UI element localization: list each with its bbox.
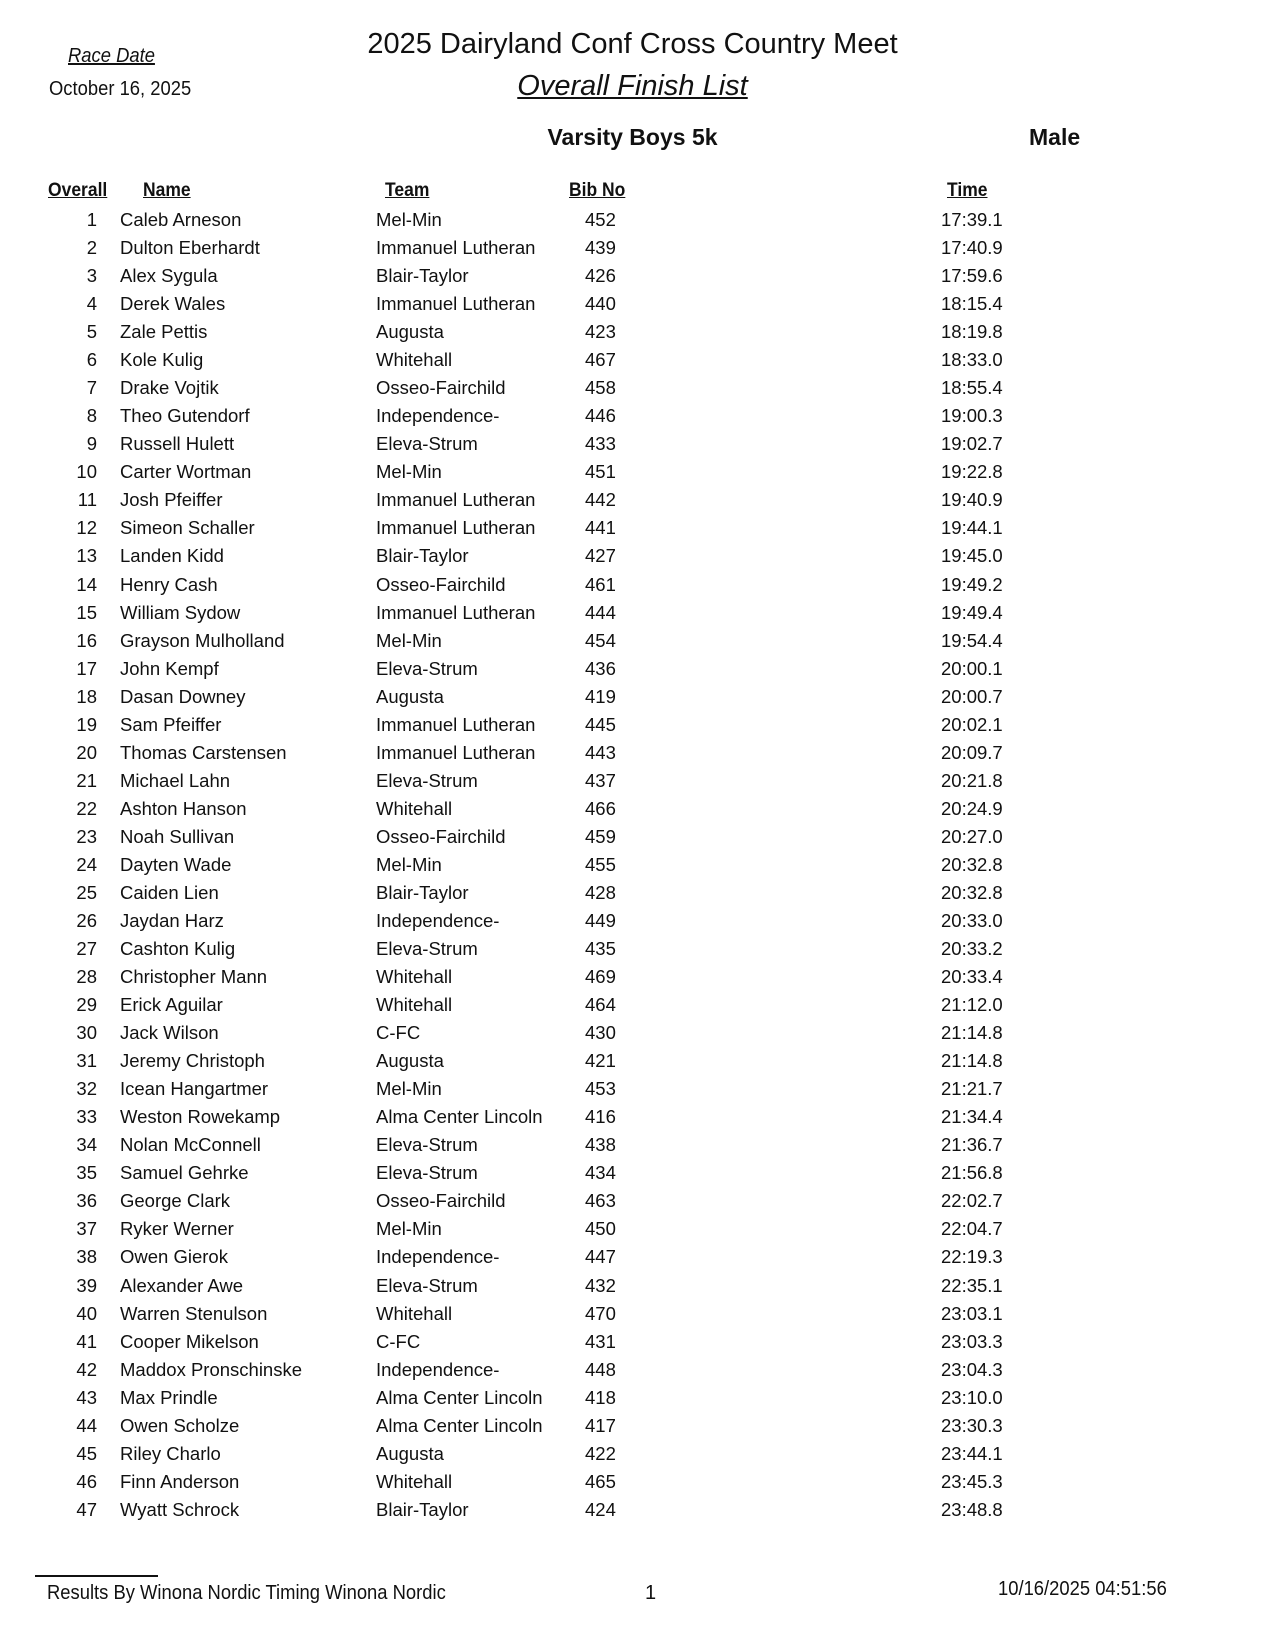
finish-time: 21:36.7 [941,1134,1003,1156]
team-name: Mel-Min [376,629,442,651]
finish-time: 20:24.9 [941,797,1003,819]
overall-place: 1 [86,209,97,230]
table-row [0,1275,1265,1303]
runner-name: Finn Anderson [120,1470,240,1492]
table-row [0,1162,1265,1190]
finish-time: 19:00.3 [941,405,1003,427]
table-row [0,517,1265,545]
finish-time: 21:21.7 [941,1078,1003,1100]
team-name: Mel-Min [376,209,442,230]
runner-name: Zale Pettis [120,321,208,343]
team-name: Eleva-Strum [376,938,478,960]
runner-name: Michael Lahn [120,769,231,791]
runner-name: Josh Pfeiffer [120,489,223,511]
table-row [0,658,1265,686]
overall-place: 38 [76,1246,97,1268]
finish-time: 18:19.8 [941,321,1003,343]
footer-credit: Results By Winona Nordic Timing Winona Nordic [47,1582,446,1604]
runner-name: Ryker Werner [120,1218,234,1240]
bib-number: 453 [585,1078,616,1100]
bib-number: 437 [585,769,616,791]
column-header-time: Time [947,180,988,201]
team-name: Independence- [376,1358,500,1380]
table-row [0,1190,1265,1218]
race-date: October 16, 2025 [49,78,192,100]
column-header-name: Name [143,180,191,201]
table-row [0,742,1265,770]
finish-time: 23:45.3 [941,1470,1003,1492]
overall-place: 34 [76,1134,97,1156]
team-name: Immanuel Lutheran [376,713,536,735]
team-name: Whitehall [376,966,453,988]
table-row [0,1246,1265,1274]
runner-name: Owen Gierok [120,1246,228,1268]
finish-time: 21:34.4 [941,1106,1003,1128]
finish-time: 22:35.1 [941,1274,1003,1296]
finish-time: 18:15.4 [941,293,1003,315]
table-row [0,433,1265,461]
runner-name: William Sydow [120,601,241,623]
overall-place: 16 [76,629,97,651]
table-row [0,854,1265,882]
bib-number: 448 [585,1358,616,1380]
bib-number: 452 [585,209,616,230]
table-row [0,1106,1265,1134]
bib-number: 428 [585,881,616,903]
overall-place: 35 [76,1162,97,1184]
runner-name: Owen Scholze [120,1414,240,1436]
team-name: Alma Center Lincoln [376,1386,543,1408]
bib-number: 421 [585,1050,616,1072]
bib-number: 427 [585,545,616,567]
team-name: Blair-Taylor [376,545,469,567]
runner-name: Caiden Lien [120,881,219,903]
table-row [0,1415,1265,1443]
bib-number: 469 [585,966,616,988]
overall-place: 15 [76,601,97,623]
overall-place: 25 [76,881,97,903]
table-row [0,602,1265,630]
bib-number: 436 [585,657,616,679]
table-row [0,1134,1265,1162]
runner-name: Jack Wilson [120,1022,219,1044]
overall-place: 45 [76,1442,97,1464]
table-row [0,1022,1265,1050]
team-name: Whitehall [376,797,453,819]
finish-time: 20:32.8 [941,853,1003,875]
table-row [0,686,1265,714]
overall-place: 6 [86,349,97,371]
runner-name: Carter Wortman [120,461,252,483]
runner-name: Thomas Carstensen [120,741,287,763]
footer-timestamp: 10/16/2025 04:51:56 [998,1578,1167,1600]
team-name: Mel-Min [376,461,442,483]
column-header-team: Team [385,180,430,201]
table-row [0,1050,1265,1078]
bib-number: 426 [585,265,616,287]
team-name: Alma Center Lincoln [376,1106,543,1128]
bib-number: 459 [585,825,616,847]
bib-number: 431 [585,1330,616,1352]
overall-place: 41 [76,1330,97,1352]
finish-time: 22:19.3 [941,1246,1003,1268]
table-row [0,1471,1265,1499]
overall-place: 42 [76,1358,97,1380]
overall-place: 29 [76,994,97,1016]
bib-number: 454 [585,629,616,651]
team-name: Blair-Taylor [376,265,469,287]
team-name: Eleva-Strum [376,433,478,455]
overall-place: 31 [76,1050,97,1072]
bib-number: 463 [585,1190,616,1212]
finish-time: 19:44.1 [941,517,1003,539]
team-name: Osseo-Fairchild [376,1190,506,1212]
team-name: Eleva-Strum [376,1274,478,1296]
runner-name: Ashton Hanson [120,797,247,819]
bib-number: 439 [585,237,616,259]
runner-name: Kole Kulig [120,349,204,371]
finish-time: 21:12.0 [941,994,1003,1016]
bib-number: 451 [585,461,616,483]
overall-place: 40 [76,1302,97,1324]
table-row [0,630,1265,658]
finish-time: 19:54.4 [941,629,1003,651]
overall-place: 18 [76,685,97,707]
runner-name: Dayten Wade [120,853,232,875]
team-name: Immanuel Lutheran [376,293,536,315]
runner-name: John Kempf [120,657,219,679]
team-name: Eleva-Strum [376,657,478,679]
overall-place: 46 [76,1470,97,1492]
team-name: Eleva-Strum [376,1134,478,1156]
table-row [0,209,1265,237]
finish-time: 20:09.7 [941,741,1003,763]
team-name: Eleva-Strum [376,769,478,791]
table-row [0,770,1265,798]
finish-time: 17:39.1 [941,209,1003,230]
runner-name: Jeremy Christoph [120,1050,265,1072]
table-row [0,265,1265,293]
runner-name: Alexander Awe [120,1274,244,1296]
runner-name: Weston Rowekamp [120,1106,281,1128]
table-row [0,1218,1265,1246]
table-row [0,405,1265,433]
overall-place: 4 [86,293,97,315]
bib-number: 424 [585,1498,616,1520]
bib-number: 461 [585,573,616,595]
finish-time: 23:03.1 [941,1302,1003,1324]
table-row [0,574,1265,602]
runner-name: Samuel Gehrke [120,1162,249,1184]
bib-number: 446 [585,405,616,427]
bib-number: 450 [585,1218,616,1240]
overall-place: 32 [76,1078,97,1100]
finish-time: 20:00.1 [941,657,1003,679]
finish-time: 20:33.2 [941,938,1003,960]
bib-number: 433 [585,433,616,455]
finish-time: 19:49.2 [941,573,1003,595]
table-row [0,1443,1265,1471]
runner-name: Icean Hangartmer [120,1078,269,1100]
finish-time: 18:33.0 [941,349,1003,371]
team-name: Augusta [376,1050,444,1072]
overall-place: 17 [76,657,97,679]
table-row [0,545,1265,573]
table-row [0,910,1265,938]
page-title: 2025 Dairyland Conf Cross Country Meet [367,28,898,60]
table-row [0,321,1265,349]
table-row [0,798,1265,826]
runner-name: Grayson Mulholland [120,629,285,651]
team-name: Whitehall [376,1470,453,1492]
overall-place: 12 [76,517,97,539]
finish-time: 20:33.0 [941,910,1003,931]
footer-divider [35,1575,158,1577]
finish-time: 20:27.0 [941,825,1003,847]
team-name: Osseo-Fairchild [376,825,506,847]
runner-name: Caleb Arneson [120,209,242,230]
team-name: Immanuel Lutheran [376,489,536,511]
runner-name: Nolan McConnell [120,1134,261,1156]
table-row [0,1387,1265,1415]
runner-name: Dulton Eberhardt [120,237,260,259]
team-name: Whitehall [376,349,453,371]
column-header-overall: Overall [48,180,108,201]
team-name: Blair-Taylor [376,881,469,903]
bib-number: 444 [585,601,616,623]
bib-number: 440 [585,293,616,315]
bib-number: 466 [585,797,616,819]
column-header-bib: Bib No [569,180,626,201]
finish-time: 23:04.3 [941,1358,1003,1380]
table-row [0,461,1265,489]
overall-place: 19 [76,713,97,735]
finish-time: 20:33.4 [941,966,1003,988]
finish-time: 20:32.8 [941,881,1003,903]
table-row [0,349,1265,377]
overall-place: 14 [76,573,97,595]
runner-name: Jaydan Harz [120,910,224,931]
bib-number: 432 [585,1274,616,1296]
team-name: Augusta [376,1442,444,1464]
runner-name: Maddox Pronschinske [120,1358,303,1380]
team-name: Blair-Taylor [376,1498,469,1520]
runner-name: Theo Gutendorf [120,405,250,427]
team-name: Independence- [376,910,500,931]
overall-place: 27 [76,938,97,960]
overall-place: 44 [76,1414,97,1436]
team-name: Immanuel Lutheran [376,237,536,259]
overall-place: 8 [86,405,97,427]
overall-place: 33 [76,1106,97,1128]
bib-number: 455 [585,853,616,875]
finish-time: 23:30.3 [941,1414,1003,1436]
finish-time: 21:56.8 [941,1162,1003,1184]
team-name: C-FC [376,1330,421,1352]
finish-time: 21:14.8 [941,1022,1003,1044]
bib-number: 443 [585,741,616,763]
team-name: Osseo-Fairchild [376,573,506,595]
runner-name: Christopher Mann [120,966,268,988]
table-row [0,489,1265,517]
runner-name: Derek Wales [120,293,226,315]
runner-name: Henry Cash [120,573,218,595]
overall-place: 11 [77,489,97,511]
overall-place: 22 [76,797,97,819]
table-row [0,1499,1265,1527]
overall-place: 37 [76,1218,97,1240]
finish-time: 22:02.7 [941,1190,1003,1212]
overall-place: 26 [76,910,97,931]
bib-number: 467 [585,349,616,371]
bib-number: 418 [585,1386,616,1408]
runner-name: Dasan Downey [120,685,246,707]
bib-number: 422 [585,1442,616,1464]
table-row [0,882,1265,910]
runner-name: Simeon Schaller [120,517,255,539]
table-row [0,1359,1265,1387]
finish-time: 23:03.3 [941,1330,1003,1352]
runner-name: Erick Aguilar [120,994,223,1016]
bib-number: 465 [585,1470,616,1492]
finish-time: 23:44.1 [941,1442,1003,1464]
finish-time: 20:02.1 [941,713,1003,735]
table-row [0,377,1265,405]
team-name: Independence- [376,405,500,427]
table-row [0,1331,1265,1359]
page-number: 1 [645,1582,657,1604]
overall-place: 5 [86,321,97,343]
page-subtitle: Overall Finish List [517,70,748,102]
runner-name: Russell Hulett [120,433,235,455]
team-name: Eleva-Strum [376,1162,478,1184]
finish-time: 20:00.7 [941,685,1003,707]
bib-number: 470 [585,1302,616,1324]
table-row [0,966,1265,994]
bib-number: 442 [585,489,616,511]
overall-place: 23 [76,825,97,847]
bib-number: 438 [585,1134,616,1156]
team-name: Immanuel Lutheran [376,517,536,539]
runner-name: Drake Vojtik [120,377,219,399]
overall-place: 2 [86,237,97,259]
runner-name: Warren Stenulson [120,1302,268,1324]
finish-time: 23:48.8 [941,1498,1003,1520]
runner-name: Cashton Kulig [120,938,236,960]
team-name: Osseo-Fairchild [376,377,506,399]
bib-number: 449 [585,910,616,931]
table-row [0,714,1265,742]
runner-name: Sam Pfeiffer [120,713,222,735]
overall-place: 28 [76,966,97,988]
team-name: Independence- [376,1246,500,1268]
runner-name: Max Prindle [120,1386,218,1408]
team-name: Whitehall [376,994,453,1016]
bib-number: 416 [585,1106,616,1128]
table-row [0,994,1265,1022]
bib-number: 417 [585,1414,616,1436]
race-date-label: Race Date [68,45,155,67]
team-name: Alma Center Lincoln [376,1414,543,1436]
team-name: Augusta [376,321,444,343]
team-name: Immanuel Lutheran [376,601,536,623]
bib-number: 464 [585,994,616,1016]
overall-place: 39 [76,1274,97,1296]
runner-name: Alex Sygula [120,265,218,287]
finish-time: 22:04.7 [941,1218,1003,1240]
team-name: Augusta [376,685,444,707]
overall-place: 9 [86,433,97,455]
bib-number: 458 [585,377,616,399]
bib-number: 445 [585,713,616,735]
finish-time: 17:59.6 [941,265,1003,287]
event-name: Varsity Boys 5k [547,124,718,150]
finish-time: 19:40.9 [941,489,1003,511]
overall-place: 43 [76,1386,97,1408]
runner-name: Riley Charlo [120,1442,221,1464]
finish-time: 17:40.9 [941,237,1003,259]
finish-time: 19:22.8 [941,461,1003,483]
bib-number: 435 [585,938,616,960]
gender-label: Male [1029,124,1081,150]
overall-place: 21 [76,769,97,791]
table-row [0,1303,1265,1331]
team-name: Mel-Min [376,1078,442,1100]
table-row [0,237,1265,265]
overall-place: 47 [76,1498,97,1520]
runner-name: Wyatt Schrock [120,1498,240,1520]
overall-place: 3 [86,265,97,287]
overall-place: 20 [76,741,97,763]
finish-time: 19:02.7 [941,433,1003,455]
team-name: Whitehall [376,1302,453,1324]
team-name: Mel-Min [376,1218,442,1240]
finish-time: 21:14.8 [941,1050,1003,1072]
finish-time: 23:10.0 [941,1386,1003,1408]
bib-number: 430 [585,1022,616,1044]
runner-name: George Clark [120,1190,231,1212]
team-name: C-FC [376,1022,421,1044]
runner-name: Cooper Mikelson [120,1330,259,1352]
bib-number: 447 [585,1246,616,1268]
overall-place: 13 [76,545,97,567]
finish-time: 20:21.8 [941,769,1003,791]
table-row [0,1078,1265,1106]
overall-place: 10 [76,461,97,483]
team-name: Immanuel Lutheran [376,741,536,763]
table-row [0,293,1265,321]
bib-number: 423 [585,321,616,343]
finish-time: 19:49.4 [941,601,1003,623]
overall-place: 24 [76,853,97,875]
table-row [0,938,1265,966]
runner-name: Noah Sullivan [120,825,235,847]
team-name: Mel-Min [376,853,442,875]
bib-number: 434 [585,1162,616,1184]
finish-time: 19:45.0 [941,545,1003,567]
overall-place: 30 [76,1022,97,1044]
bib-number: 441 [585,517,616,539]
table-row [0,826,1265,854]
overall-place: 36 [76,1190,97,1212]
runner-name: Landen Kidd [120,545,224,567]
finish-time: 18:55.4 [941,377,1003,399]
overall-place: 7 [86,377,97,399]
bib-number: 419 [585,685,616,707]
